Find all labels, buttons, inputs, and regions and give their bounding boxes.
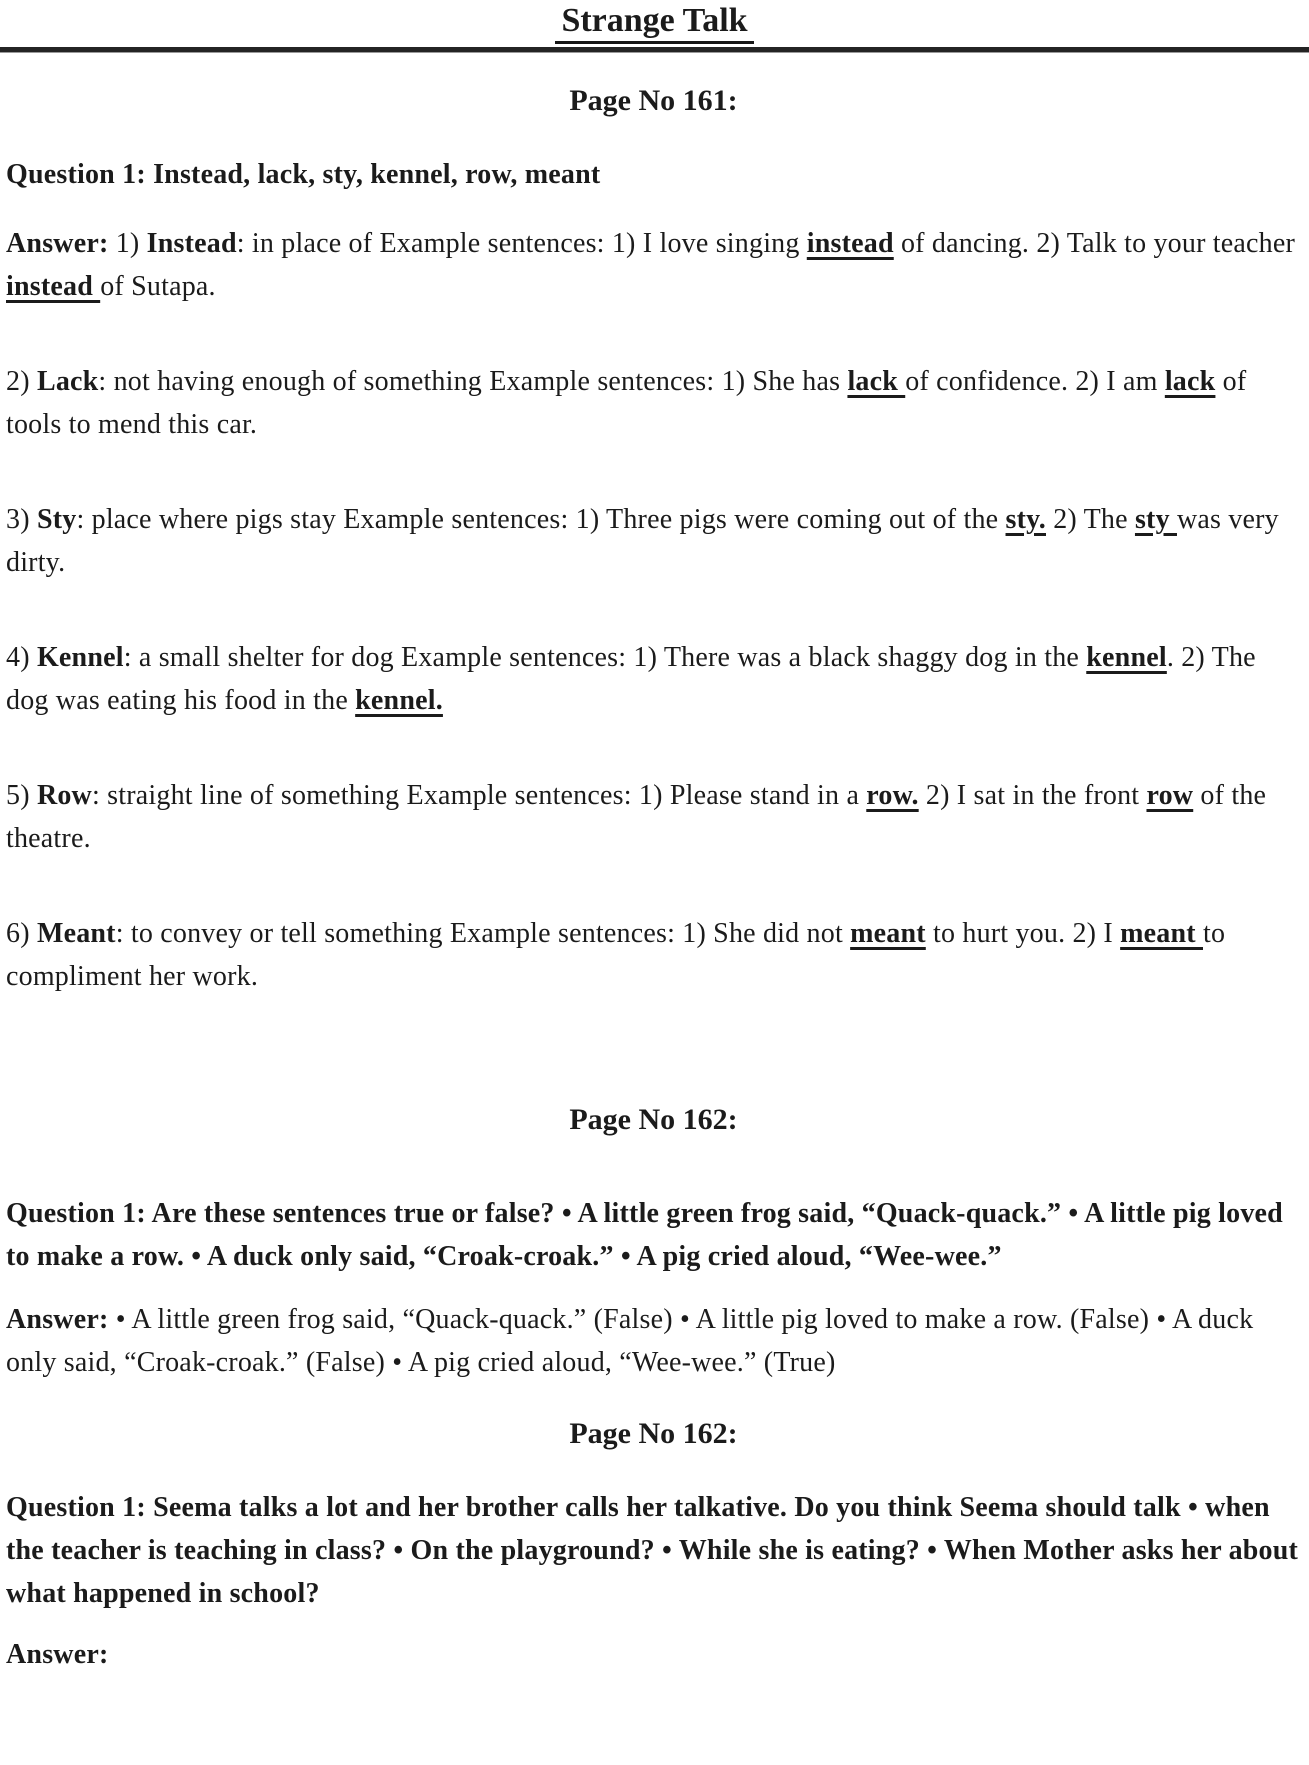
- page-title-text: Strange Talk: [555, 2, 753, 44]
- text-segment: of confidence. 2) I am: [905, 366, 1165, 397]
- text-segment: Lack: [36, 366, 99, 397]
- answer-paragraph-sty: [6, 498, 1301, 584]
- question-vocabulary: [6, 153, 1301, 196]
- text-segment: row.: [866, 780, 919, 811]
- text-segment: lack: [1164, 366, 1216, 397]
- text-segment: 2) I sat in the front: [918, 780, 1147, 811]
- text-segment: 5): [6, 780, 37, 811]
- text-segment: meant: [1120, 918, 1203, 949]
- text-segment: • A little green frog said, “Quack-quack.” (False) • A little pig loved to make a row. (False) • A duck only said, “Croak-croak.” (False) • A pig cried aloud, “Wee-wee.” (True): [6, 1304, 1254, 1378]
- text-segment: 3): [6, 504, 37, 535]
- text-segment: : straight line of something Example sentences: 1) Please stand in a: [91, 780, 867, 811]
- text-segment: instead: [6, 271, 101, 302]
- text-segment: to compliment her work.: [6, 918, 1226, 992]
- text-segment: 4): [6, 642, 37, 673]
- text-segment: of dancing. 2) Talk to your teacher: [893, 228, 1296, 259]
- text-segment: Answer:: [6, 1639, 109, 1670]
- question-seema-talkative: [6, 1486, 1301, 1615]
- text-segment: Meant: [36, 918, 116, 949]
- page-title: [0, 0, 1309, 44]
- text-segment: 6): [6, 918, 37, 949]
- text-segment: Answer:: [6, 1304, 116, 1335]
- text-segment: . 2) The dog was eating his food in the: [6, 642, 1256, 716]
- text-segment: kennel.: [355, 685, 443, 716]
- title-divider: [0, 47, 1309, 53]
- answer-paragraph-instead: [6, 222, 1301, 308]
- answer-seema-label: [6, 1633, 1301, 1676]
- section-heading-page-162-first: Page No 162:: [569, 1103, 738, 1136]
- text-segment: Question 1: Instead, lack, sty, kennel, row, meant: [6, 159, 601, 190]
- text-segment: Kennel: [36, 642, 124, 673]
- text-segment: : a small shelter for dog Example sentences: 1) There was a black shaggy dog in the: [123, 642, 1087, 673]
- text-segment: : place where pigs stay Example sentences: 1) Three pigs were coming out of the: [76, 504, 1006, 535]
- text-segment: Sty: [36, 504, 77, 535]
- text-segment: sty.: [1005, 504, 1046, 535]
- text-segment: of tools to mend this car.: [6, 366, 1247, 440]
- text-segment: of Sutapa.: [100, 271, 216, 302]
- text-segment: Question 1: Are these sentences true or false? • A little green frog said, “Quack-quack.” • A little pig loved to make a row. • A duck only said, “Croak-croak.” • A pig cried aloud, “Wee-wee.”: [6, 1198, 1283, 1272]
- text-segment: 1): [115, 228, 147, 259]
- text-segment: 2) The: [1046, 504, 1135, 535]
- text-segment: was very dirty.: [6, 504, 1279, 578]
- text-segment: to hurt you. 2) I: [925, 918, 1121, 949]
- text-segment: 2): [6, 366, 37, 397]
- text-segment: instead: [806, 228, 894, 259]
- text-segment: of the theatre.: [6, 780, 1267, 854]
- answer-paragraph-kennel: [6, 636, 1301, 722]
- text-segment: meant: [850, 918, 926, 949]
- text-segment: : in place of Example sentences: 1) I love singing: [236, 228, 807, 259]
- text-segment: Answer:: [6, 228, 116, 259]
- document-content: [0, 79, 1309, 1676]
- answer-true-or-false: [6, 1298, 1301, 1384]
- text-segment: row: [1146, 780, 1194, 811]
- text-segment: Row: [36, 780, 92, 811]
- text-segment: Instead: [146, 228, 237, 259]
- question-true-or-false: [6, 1192, 1301, 1278]
- answer-paragraph-lack: [6, 360, 1301, 446]
- text-segment: Question 1: Seema talks a lot and her brother calls her talkative. Do you think Seema should talk • when the teacher is teaching in class? • On the playground? • While she is eating? • When Mother asks her about what happened in school?: [6, 1492, 1299, 1609]
- text-segment: : not having enough of something Example sentences: 1) She has: [98, 366, 848, 397]
- text-segment: : to convey or tell something Example sentences: 1) She did not: [115, 918, 851, 949]
- section-heading-page-162-second: Page No 162:: [569, 1417, 738, 1450]
- text-segment: lack: [847, 366, 906, 397]
- answer-paragraph-row: [6, 774, 1301, 860]
- text-segment: sty: [1134, 504, 1177, 535]
- text-segment: kennel: [1086, 642, 1167, 673]
- section-heading-page-161: Page No 161:: [569, 84, 738, 117]
- answer-paragraph-meant: [6, 912, 1301, 998]
